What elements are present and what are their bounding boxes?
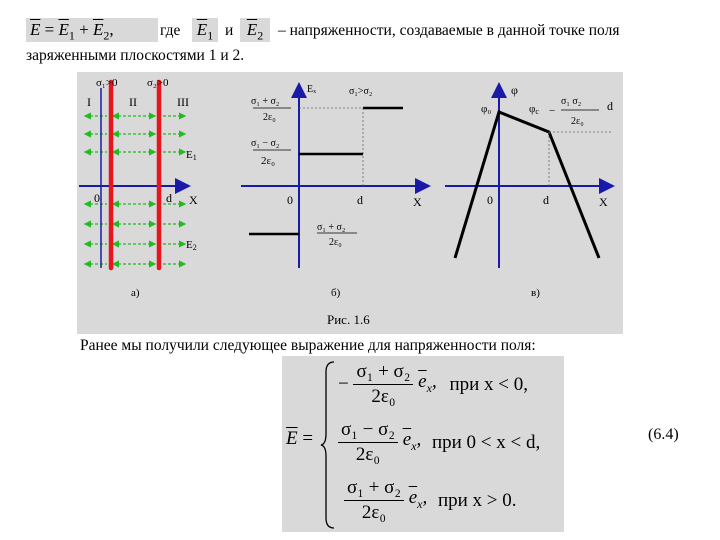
panel-b-lower-num: σ₁ + σ₂ <box>317 222 346 233</box>
panel-b-caption: б) <box>331 287 341 299</box>
e2-base: $\overline{E}$ <box>246 20 258 39</box>
equation-lhs <box>286 428 313 450</box>
e1-symbol <box>192 18 218 42</box>
formula-plus: + <box>79 20 89 39</box>
panel-b-d: d <box>357 193 363 207</box>
formula-term2-sub: 2 <box>103 28 110 43</box>
case-2-num: σ₁ − σ₂ <box>338 418 398 443</box>
case-2-unit-vector: $\overline{e}_x$, <box>402 428 422 453</box>
case-1-num: σ₁ + σ₂ <box>353 360 413 385</box>
intro-line-1 <box>26 18 706 42</box>
case-3-fraction <box>344 476 404 525</box>
panel-c-origin: 0 <box>487 193 493 207</box>
panel-b-mid-num: σ₁ − σ₂ <box>251 138 280 149</box>
formula-lhs: $\overline{E}$ <box>30 20 41 39</box>
case-1 <box>338 360 528 414</box>
case-1-condition: при x < 0, <box>449 373 528 395</box>
case-2-den: 2ε₀ <box>355 444 381 465</box>
panel-c-y-label: φ <box>511 83 518 97</box>
panel-a-e2: E2 <box>186 239 197 252</box>
formula-eq: = <box>44 20 55 39</box>
panel-b-condition: σ₁>σ₂ <box>349 86 373 97</box>
case-3-condition: при x > 0. <box>437 489 517 511</box>
panel-b-lower-den: 2ε₀ <box>329 237 342 248</box>
panel-b-upper-num: σ₁ + σ₂ <box>251 96 280 107</box>
formula-sum <box>26 18 158 42</box>
panel-a-e1: E1 <box>186 149 197 162</box>
e1-sub: 1 <box>207 28 214 43</box>
case-1-fraction <box>353 360 413 409</box>
panel-a-caption: а) <box>131 287 140 299</box>
case-1-sign: − <box>338 373 349 395</box>
panel-b-axis-x: X <box>413 195 422 209</box>
panel-a-sigma2: σ₂>0 <box>147 77 169 89</box>
panel-a-field-lines <box>85 116 185 264</box>
panel-c-minus: − <box>549 105 556 117</box>
panel-c-frac-num: σ₁ σ₂ <box>561 96 582 107</box>
text-after-figure: Ранее мы получили следующее выражение для напряженности поля: <box>80 337 536 354</box>
panel-b-upper-den: 2ε₀ <box>263 112 276 123</box>
case-3-den: 2ε₀ <box>361 502 387 523</box>
e2-symbol <box>240 18 270 42</box>
panel-c-d: d <box>543 193 549 207</box>
panel-a-d: d <box>166 191 172 205</box>
equation-lhs-symbol: $\overline{E}$ <box>286 428 298 449</box>
panel-c-caption: в) <box>531 287 540 299</box>
figure-panel <box>77 72 623 334</box>
panel-b-origin: 0 <box>287 193 293 207</box>
case-2 <box>338 418 540 472</box>
case-1-den: 2ε₀ <box>371 386 396 407</box>
case-3-unit-vector: $\overline{e}_x$, <box>408 486 428 511</box>
formula-term1-sub: 1 <box>68 28 75 43</box>
panel-c-frac-den: 2ε₀ <box>571 116 584 127</box>
equation-number: (6.4) <box>648 426 679 443</box>
case-2-condition: при 0 < x < d, <box>431 431 541 453</box>
equation-eq: = <box>302 428 314 449</box>
figure-svg <box>77 72 623 334</box>
intro-line1-tail: – напряженности, создаваемые в данной точке поля <box>278 22 620 39</box>
figure-caption: Рис. 1.6 <box>327 312 370 327</box>
equation-brace <box>320 360 336 530</box>
region-label-3: III <box>177 95 189 109</box>
case-1-unit-vector: $\overline{e}_x$, <box>418 370 437 395</box>
panel-a-axis-x: X <box>189 193 198 207</box>
panel-b-y-label: Eₓ <box>307 84 317 95</box>
e2-sub: 2 <box>257 28 264 43</box>
formula-term1: $\overline{E}$ <box>58 20 69 39</box>
intro-line-2: заряженными плоскостями 1 и 2. <box>26 47 245 64</box>
e1-base: $\overline{E}$ <box>196 20 208 39</box>
panel-a-sigma1: σ₁>0 <box>96 77 118 89</box>
where-word: где <box>160 22 181 39</box>
case-3 <box>344 476 517 530</box>
panel-a-origin: 0 <box>94 191 100 205</box>
panel-b-mid-den: 2ε₀ <box>261 155 275 167</box>
region-label-2: II <box>129 95 137 109</box>
and-word: и <box>225 22 234 39</box>
case-3-num: σ₁ + σ₂ <box>344 476 404 501</box>
panel-c-phi0: φ₀ <box>481 103 492 115</box>
formula-term2: $\overline{E}$ <box>92 20 104 39</box>
formula-tail: , <box>109 20 114 39</box>
region-label-1: I <box>87 95 91 109</box>
panel-c-phic: φc <box>529 103 539 116</box>
case-2-fraction <box>338 418 398 467</box>
panel-c-d-after: d <box>607 99 613 113</box>
panel-c-axis-x: X <box>599 195 608 209</box>
